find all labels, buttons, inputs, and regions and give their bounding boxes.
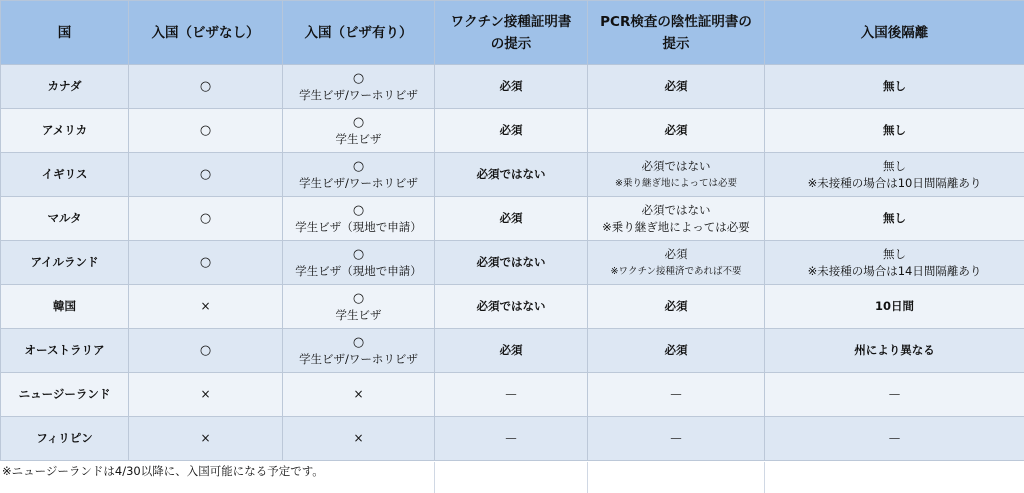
with-visa-mark: ○ (352, 70, 365, 86)
quarantine-note: ※未接種の場合は10日間隔離あり (807, 175, 982, 190)
with-visa-note: 学生ビザ (335, 307, 382, 322)
with-visa-mark: ○ (352, 290, 365, 306)
pcr-cell (588, 153, 765, 197)
with-visa-note: 学生ビザ（現地で申請） (295, 219, 422, 234)
footer-gridline (434, 462, 435, 493)
quarantine-cell: 無し (765, 109, 1024, 153)
header-vaccine-line2: の提示 (490, 35, 532, 52)
header-no-visa: 入国（ビザなし） (129, 1, 283, 65)
with-visa-mark: ○ (352, 202, 365, 218)
pcr-value: 必須ではない (641, 202, 711, 217)
pcr-cell: — (588, 417, 765, 461)
no-visa-cell: ○ (129, 197, 283, 241)
quarantine-cell: 無し (765, 197, 1024, 241)
vaccine-cell: 必須 (435, 197, 588, 241)
no-visa-cell: × (129, 373, 283, 417)
table-row (1, 285, 1024, 329)
no-visa-cell: × (129, 285, 283, 329)
table-row (1, 65, 1024, 109)
quarantine-value: 無し (883, 158, 906, 173)
country-cell: マルタ (1, 197, 129, 241)
header-vaccine (435, 1, 588, 65)
with-visa-note: 学生ビザ（現地で申請） (295, 263, 422, 278)
vaccine-cell: 必須ではない (435, 153, 588, 197)
pcr-note: ※乗り継ぎ地によっては必要 (602, 219, 750, 234)
pcr-cell: 必須 (588, 329, 765, 373)
pcr-cell: 必須 (588, 65, 765, 109)
with-visa-cell (283, 329, 435, 373)
with-visa-cell (283, 65, 435, 109)
with-visa-cell: × (283, 373, 435, 417)
no-visa-cell: ○ (129, 109, 283, 153)
table-row (1, 329, 1024, 373)
with-visa-note: 学生ビザ/ワーホリビザ (299, 87, 418, 102)
header-country: 国 (1, 1, 129, 65)
country-cell: イギリス (1, 153, 129, 197)
country-cell: 韓国 (1, 285, 129, 329)
footer-gridline (764, 462, 765, 493)
header-row (1, 1, 1024, 65)
table-row (1, 197, 1024, 241)
pcr-cell (588, 197, 765, 241)
footnote: ※ニュージーランドは4/30以降に、入国可能になる予定です。 (2, 464, 324, 478)
with-visa-cell: × (283, 417, 435, 461)
country-cell: アメリカ (1, 109, 129, 153)
quarantine-note: ※未接種の場合は14日間隔離あり (807, 263, 982, 278)
table-row (1, 109, 1024, 153)
with-visa-cell (283, 241, 435, 285)
country-cell: アイルランド (1, 241, 129, 285)
table-row (1, 417, 1024, 461)
with-visa-mark: ○ (352, 114, 365, 130)
table-row (1, 153, 1024, 197)
quarantine-cell (765, 241, 1024, 285)
with-visa-cell (283, 197, 435, 241)
with-visa-mark: ○ (352, 334, 365, 350)
quarantine-cell: — (765, 417, 1024, 461)
table-row (1, 373, 1024, 417)
quarantine-value: 無し (883, 246, 906, 261)
header-quarantine: 入国後隔離 (765, 1, 1024, 65)
footer-gridline (587, 462, 588, 493)
pcr-cell: 必須 (588, 109, 765, 153)
table-row (1, 241, 1024, 285)
no-visa-cell: ○ (129, 329, 283, 373)
vaccine-cell: 必須ではない (435, 241, 588, 285)
pcr-note: ※ワクチン接種済であれば不要 (610, 265, 742, 277)
country-cell: ニュージーランド (1, 373, 129, 417)
vaccine-cell: 必須 (435, 329, 588, 373)
pcr-cell: 必須 (588, 285, 765, 329)
quarantine-cell (765, 153, 1024, 197)
pcr-cell: — (588, 373, 765, 417)
with-visa-cell (283, 109, 435, 153)
country-cell: オーストラリア (1, 329, 129, 373)
quarantine-cell: 州により異なる (765, 329, 1024, 373)
vaccine-cell: — (435, 373, 588, 417)
header-with-visa: 入国（ビザ有り） (283, 1, 435, 65)
with-visa-cell (283, 285, 435, 329)
no-visa-cell: ○ (129, 153, 283, 197)
pcr-cell (588, 241, 765, 285)
vaccine-cell: 必須 (435, 65, 588, 109)
country-cell: フィリピン (1, 417, 129, 461)
country-cell: カナダ (1, 65, 129, 109)
quarantine-cell: 無し (765, 65, 1024, 109)
no-visa-cell: × (129, 417, 283, 461)
pcr-value: 必須 (664, 246, 688, 261)
header-pcr (588, 1, 765, 65)
with-visa-mark: ○ (352, 158, 365, 174)
header-pcr-line1: PCR検査の陰性証明書の (600, 13, 752, 30)
with-visa-note: 学生ビザ/ワーホリビザ (299, 351, 418, 366)
no-visa-cell: ○ (129, 65, 283, 109)
vaccine-cell: — (435, 417, 588, 461)
header-pcr-line2: 提示 (662, 35, 690, 52)
with-visa-cell (283, 153, 435, 197)
header-vaccine-line1: ワクチン接種証明書 (450, 13, 572, 30)
with-visa-mark: ○ (352, 246, 365, 262)
pcr-note: ※乗り継ぎ地によっては必要 (615, 177, 737, 189)
no-visa-cell: ○ (129, 241, 283, 285)
quarantine-cell: 10日間 (765, 285, 1024, 329)
vaccine-cell: 必須ではない (435, 285, 588, 329)
vaccine-cell: 必須 (435, 109, 588, 153)
pcr-value: 必須ではない (641, 158, 711, 173)
with-visa-note: 学生ビザ/ワーホリビザ (299, 175, 418, 190)
with-visa-note: 学生ビザ (335, 131, 382, 146)
quarantine-cell: — (765, 373, 1024, 417)
